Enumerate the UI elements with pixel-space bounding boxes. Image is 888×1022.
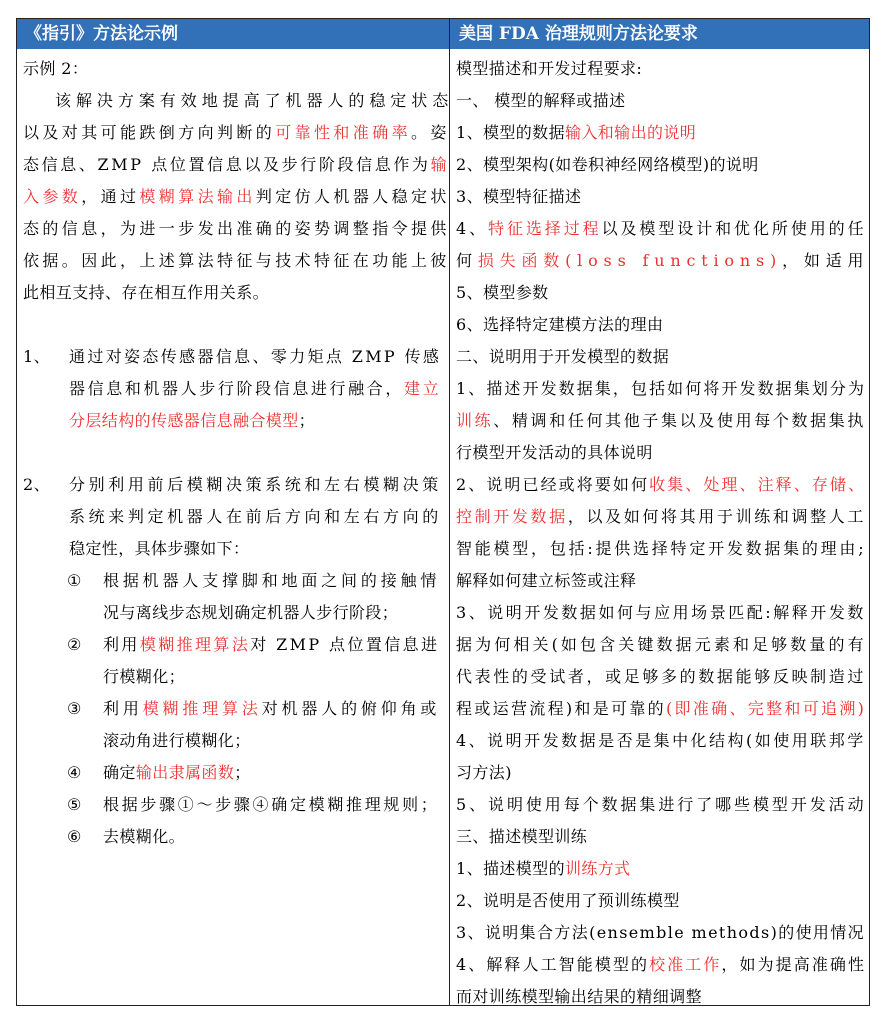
- right-line: [456, 187, 581, 207]
- highlighted-text: 训练: [456, 411, 494, 430]
- header-right-fda-requirements: 美国 FDA 治理规则方法论要求: [459, 24, 698, 44]
- left-line: [103, 731, 251, 751]
- text-segment: 利用: [103, 699, 143, 718]
- text-segment: 4、: [456, 219, 489, 238]
- left-line: [23, 251, 450, 271]
- highlighted-text: (即准确、完整和可追溯): [666, 699, 867, 718]
- highlighted-text: 模糊算法输出: [139, 187, 256, 206]
- left-line: [69, 539, 249, 559]
- text-segment: 通过对姿态传感器信息、零力矩点 ZMP 传感: [69, 347, 442, 366]
- text-segment: 习方法): [456, 763, 512, 782]
- left-line: [103, 827, 185, 847]
- right-line: [456, 603, 866, 623]
- text-segment: 行模型开发活动的具体说明: [456, 443, 653, 462]
- text-segment: 5、模型参数: [456, 283, 549, 302]
- right-column-requirements-text: [450, 49, 869, 1005]
- text-segment: ⑤: [67, 795, 82, 814]
- left-line: [55, 91, 453, 111]
- right-line: [456, 219, 867, 239]
- right-line: [456, 123, 696, 143]
- text-segment: 稳定性，具体步骤如下：: [69, 539, 250, 558]
- right-line: [456, 347, 669, 367]
- text-segment: 智能模型，包括:提供选择特定开发数据集的理由;: [456, 539, 867, 558]
- highlighted-text: 输出隶属函数: [135, 763, 235, 782]
- right-line: [456, 795, 867, 815]
- right-line: [456, 155, 759, 175]
- right-line: [456, 667, 866, 687]
- left-line: [103, 603, 398, 623]
- left-line: [67, 635, 82, 655]
- text-segment: 滚动角进行模糊化；: [103, 731, 251, 750]
- left-line: [69, 347, 441, 367]
- text-segment: ，如为提高准确性: [721, 955, 867, 974]
- left-line: [67, 827, 82, 847]
- left-line: [67, 699, 82, 719]
- text-segment: 二、说明用于开发模型的数据: [456, 347, 670, 366]
- right-line: [456, 507, 866, 527]
- left-line: [67, 763, 82, 783]
- right-line: [456, 411, 866, 431]
- text-segment: 4、说明开发数据是否是集中化结构(如使用联邦学: [456, 731, 866, 750]
- text-segment: 根据机器人支撑脚和地面之间的接触情: [103, 571, 441, 590]
- highlighted-text: 建立: [404, 379, 442, 398]
- text-segment: 2、模型架构(如卷积神经网络模型)的说明: [456, 155, 759, 174]
- left-line: [23, 219, 450, 239]
- text-segment: 利用: [103, 635, 140, 654]
- text-segment: 1、: [23, 347, 50, 366]
- left-line: [69, 411, 315, 431]
- highlighted-text: 可靠性和准确率: [275, 123, 412, 142]
- text-segment: 而对训练模型输出结果的精细调整: [456, 987, 703, 1006]
- left-line: [69, 379, 441, 399]
- highlighted-text: 特征选择过程: [488, 219, 602, 238]
- text-segment: 1、模型的数据: [456, 123, 565, 142]
- left-line: [23, 347, 50, 367]
- text-segment: 三、描述模型训练: [456, 827, 588, 846]
- left-line: [103, 763, 251, 783]
- left-line: [23, 123, 450, 143]
- text-segment: ④: [67, 763, 82, 782]
- text-segment: 系统来判定机器人在前后方向和左右方向的: [69, 507, 442, 526]
- text-segment: ，如适用: [782, 251, 870, 270]
- text-segment: 6、选择特定建模方法的理由: [456, 315, 664, 334]
- right-line: [456, 891, 680, 911]
- text-segment: 据为何相关(如包含关键数据元素和足够数量的有: [456, 635, 867, 654]
- highlighted-text: 输: [430, 155, 450, 174]
- text-segment: ①: [67, 571, 82, 590]
- right-line: [456, 859, 631, 879]
- right-line: [456, 923, 865, 943]
- highlighted-text: 模糊推理算法: [139, 635, 251, 654]
- highlighted-text: 分层结构的传感器信息融合模型: [69, 411, 299, 430]
- text-segment: 2、说明是否使用了预训练模型: [456, 891, 680, 910]
- right-line: [456, 59, 642, 79]
- left-line: [67, 795, 82, 815]
- left-line: [67, 571, 82, 591]
- text-segment: 态的信息，为进一步发出准确的姿势调整指令提供: [23, 219, 450, 238]
- left-line: [23, 187, 450, 207]
- highlighted-text: 损失函数(loss functions): [477, 251, 783, 270]
- text-segment: 解释如何建立标签或注释: [456, 571, 637, 590]
- text-segment: 以及模型设计和优化所使用的任: [601, 219, 867, 238]
- text-segment: 此相互支持、存在相互作用关系。: [23, 283, 270, 302]
- left-line: [69, 475, 442, 495]
- text-segment: 分别利用前后模糊决策系统和左右模糊决策: [69, 475, 442, 494]
- highlighted-text: 控制开发数据: [456, 507, 568, 526]
- text-segment: 2、: [23, 475, 50, 494]
- comparison-table: [16, 18, 870, 1006]
- highlighted-text: 收集、处理、注释、存储、: [649, 475, 867, 494]
- text-segment: 3、说明集合方法(ensemble methods)的使用情况: [456, 923, 866, 942]
- right-line: [456, 731, 866, 751]
- text-segment: 依据。因此，上述算法特征与技术特征在功能上彼: [23, 251, 450, 270]
- highlighted-text: 模糊推理算法: [142, 699, 262, 718]
- text-segment: 去模糊化。: [103, 827, 186, 846]
- text-segment: 根据步骤①～步骤④确定模糊推理规则；: [103, 795, 440, 814]
- highlighted-text: 入参数: [23, 187, 82, 206]
- right-line: [456, 699, 866, 719]
- text-segment: ⑥: [67, 827, 82, 846]
- text-segment: 1、描述模型的: [456, 859, 565, 878]
- text-segment: 模型描述和开发过程要求:: [456, 59, 643, 78]
- table-header: [17, 19, 869, 49]
- text-segment: 示例 2：: [23, 59, 89, 78]
- text-segment: ③: [67, 699, 82, 718]
- highlighted-text: 校准工作: [649, 955, 722, 974]
- text-segment: 程或运营流程)和是可靠的: [456, 699, 666, 718]
- text-segment: 5、说明使用每个数据集进行了哪些模型开发活动: [456, 795, 867, 814]
- text-segment: 。姿: [411, 123, 450, 142]
- text-segment: ；: [298, 411, 316, 430]
- left-line: [103, 571, 440, 591]
- right-line: [456, 443, 653, 463]
- text-segment: 器信息和机器人步行阶段信息进行融合，: [69, 379, 404, 398]
- right-line: [456, 539, 866, 559]
- text-segment: 3、模型特征描述: [456, 187, 582, 206]
- text-segment: ，以及如何将其用于训练和调整人工: [567, 507, 867, 526]
- text-segment: 代表性的受试者，或足够多的数据能够反映制造过: [456, 667, 867, 686]
- text-segment: ②: [67, 635, 82, 654]
- highlighted-text: 训练方式: [564, 859, 631, 878]
- text-segment: 、精调和任何其他子集以及使用每个数据集执: [493, 411, 867, 430]
- left-line: [103, 667, 185, 687]
- text-segment: 何: [456, 251, 478, 270]
- right-line: [456, 827, 587, 847]
- header-left-guidelines-example: 《指引》方法论示例: [25, 24, 178, 44]
- right-line: [456, 955, 866, 975]
- left-line: [103, 635, 439, 655]
- text-segment: 1、描述开发数据集，包括如何将开发数据集划分为: [456, 379, 867, 398]
- left-line: [69, 507, 442, 527]
- right-line: [456, 635, 867, 655]
- right-line: [456, 763, 512, 783]
- text-segment: ；: [234, 763, 251, 782]
- text-segment: 该解决方案有效地提高了机器人的稳定状态: [55, 91, 454, 110]
- text-segment: ，通过: [81, 187, 140, 206]
- right-line: [456, 571, 636, 591]
- left-line: [23, 59, 88, 79]
- right-line: [456, 379, 866, 399]
- text-segment: 对机器人的俯仰角或: [261, 699, 441, 718]
- text-segment: 一、 模型的解释或描述: [456, 91, 626, 110]
- text-segment: 4、解释人工智能模型的: [456, 955, 650, 974]
- text-segment: 态信息、ZMP 点位置信息以及步行阶段信息作为: [23, 155, 431, 174]
- right-line: [456, 251, 869, 271]
- left-line: [23, 475, 50, 495]
- right-line: [456, 91, 626, 111]
- text-segment: 对 ZMP 点位置信息进: [250, 635, 440, 654]
- left-column-example-text: [17, 49, 454, 1005]
- right-line: [456, 987, 702, 1007]
- left-line: [103, 795, 440, 815]
- left-line: [23, 155, 449, 175]
- text-segment: 判定仿人机器人稳定状: [255, 187, 450, 206]
- text-segment: 况与离线步态规划确定机器人步行阶段；: [103, 603, 399, 622]
- right-line: [456, 475, 866, 495]
- text-segment: 确定: [103, 763, 136, 782]
- right-line: [456, 283, 549, 303]
- text-segment: 以及对其可能跌倒方向判断的: [23, 123, 276, 142]
- left-line: [103, 699, 440, 719]
- text-segment: 行模糊化；: [103, 667, 186, 686]
- text-segment: 2、说明已经或将要如何: [456, 475, 650, 494]
- text-segment: 3、说明开发数据如何与应用场景匹配:解释开发数: [456, 603, 866, 622]
- right-line: [456, 315, 663, 335]
- left-line: [23, 283, 269, 303]
- highlighted-text: 输入和输出的说明: [564, 123, 697, 142]
